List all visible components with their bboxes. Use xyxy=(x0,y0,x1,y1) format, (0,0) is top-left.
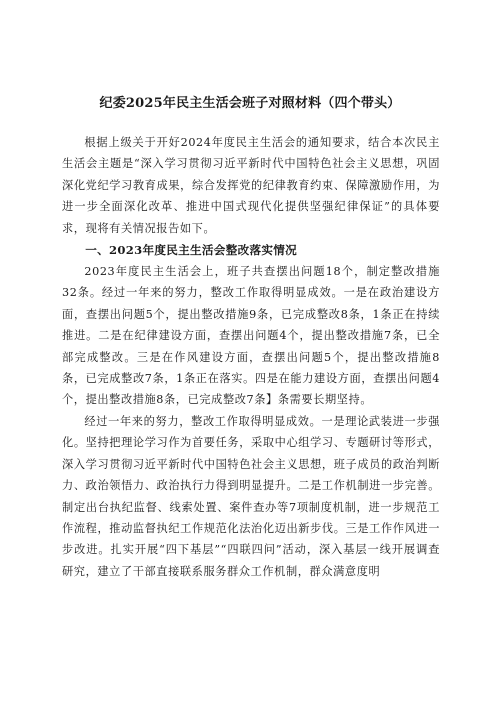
section-heading: 一、2023年度民主生活会整改落实情况 xyxy=(85,243,298,258)
rectification-results-paragraph: 经过一年来的努力，整改工作取得明显成效。一是理论武装进一步强化。坚持把理论学习作为首要任务，采取中心组学习、专题研讨等形式，深入学习贯彻习近平新时代中国特色社会主义思想，班子成员的政治判断力、政治领悟力、政治执行力得到明显提升。二是工作机制进一步完善。制定出台执纪监督、线索处置、案件查办等7项制度机制，进一步规范工作流程，推动监督执纪工作规范化法治化迈出新步伐。三是工作作风进一步改进。扎实开展“四下基层”“四联四问”活动，深入基层一线开展调查研究，建立了干部直接联系服务群众工作机制，群众满意度明 xyxy=(62,414,440,578)
intro-paragraph: 根据上级关于开好2024年度民主生活会的通知要求，结合本次民主生活会主题是“深入学习贯彻习近平新时代中国特色社会主义思想，巩固深化党纪学习教育成果，综合发挥党的纪律教育约束、保障激励作用，为进一步全面深化改革、推进中国式现代化提供坚强纪律保证”的具体要求，现将有关情况报告如下。 xyxy=(62,136,440,235)
rectification-summary-paragraph: 2023年度民主生活会上，班子共查摆出问题18个，制定整改措施32条。经过一年来的努力，整改工作取得明显成效。一是在政治建设方面，查摆出问题5个，提出整改措施9条，已完成整改8条，1条正在持续推进。二是在纪律建设方面，查摆出问题4个，提出整改措施7条，已全部完成整改。三是在作风建设方面，查摆出问题5个，提出整改措施8条，已完成整改7条，1条正在落实。四是在能力建设方面，查摆出问题4个，提出整改措施8条，已完成整改7条】条需要长期坚持。 xyxy=(62,265,440,407)
document-body xyxy=(62,132,440,582)
document-title: 纪委2025年民主生活会班子对照材料（四个带头） xyxy=(99,96,401,111)
